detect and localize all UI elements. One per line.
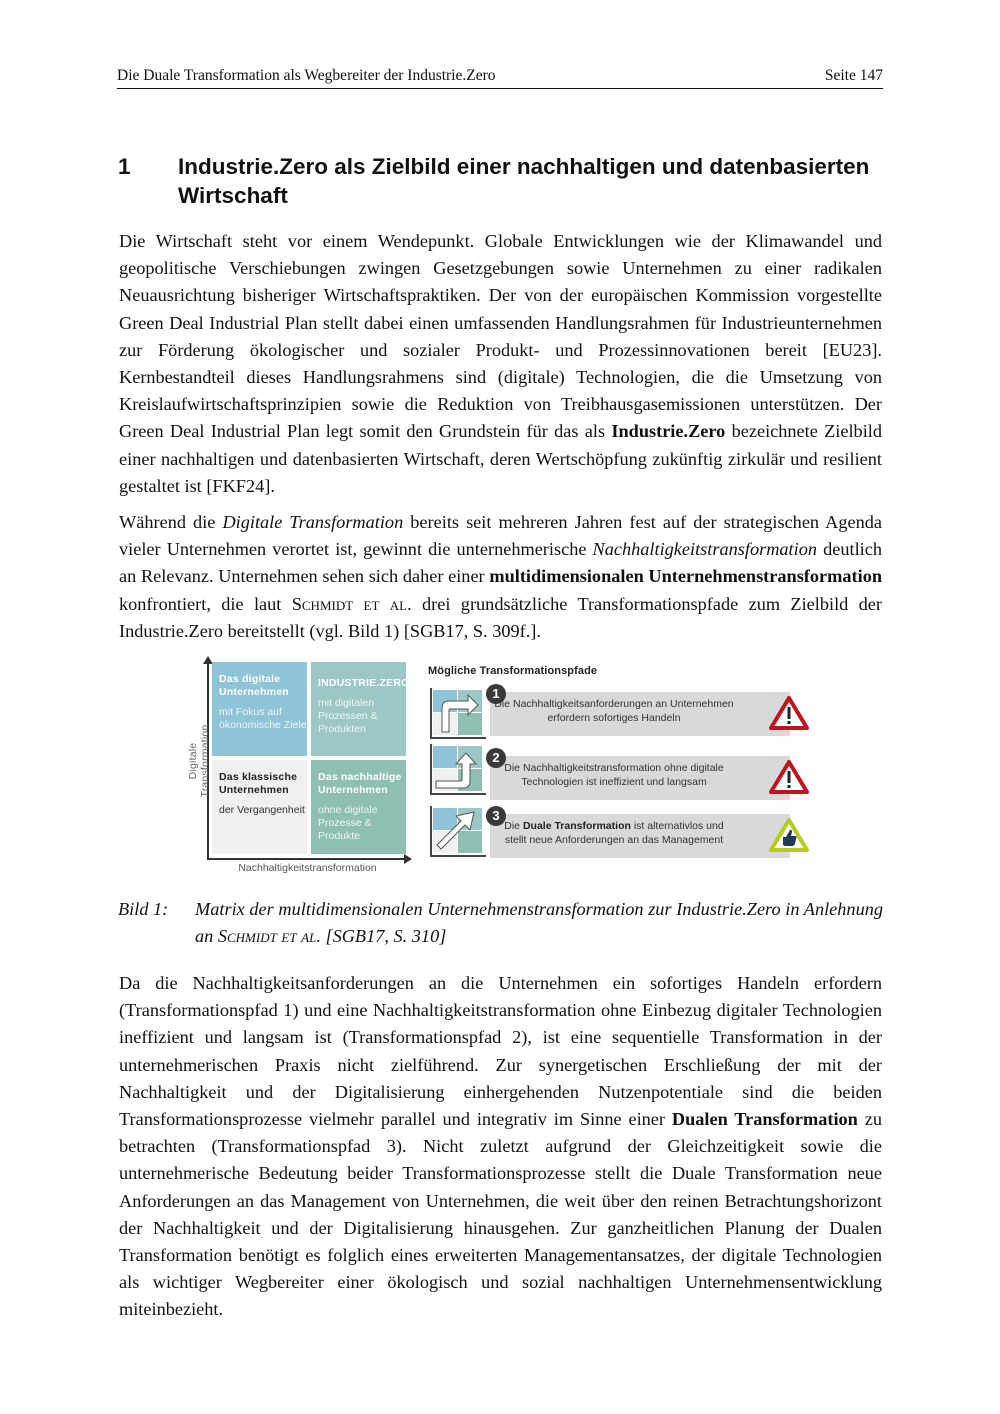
- mini-matrix-icon: [428, 806, 484, 856]
- cell-title: Das nachhaltige Unternehmen: [318, 771, 402, 796]
- italic-term: Nachhaltigkeitstransformation: [592, 539, 818, 560]
- path-description: Die Nachhaltigkeitsanforderungen an Unternehmen erfordern sofortiges Handeln: [494, 698, 734, 724]
- bold-term: multidimensionalen Unternehmenstransformation: [489, 566, 882, 587]
- text-run: ist alternativlos und stellt neue Anforderungen an das Management: [504, 820, 724, 846]
- running-header: [117, 66, 883, 89]
- paths-title: Mögliche Transformationspfade: [428, 665, 598, 677]
- x-axis-label: Nachhaltigkeitstransformation: [238, 862, 377, 874]
- paragraph-3: [119, 970, 882, 1324]
- path-number-badge: 3: [486, 806, 506, 826]
- text-run: Die: [504, 820, 523, 832]
- text-run: konfrontiert, die laut: [119, 593, 292, 614]
- path-description: [494, 820, 734, 847]
- transformation-path-2: [428, 748, 818, 803]
- cell-title: Das klassische Unternehmen: [219, 771, 298, 796]
- cell-title: Das digitale Unternehmen: [219, 673, 289, 698]
- transformation-path-1: [428, 684, 818, 739]
- matrix-cell-digital: [212, 662, 307, 756]
- arrow-right-then-up-icon: [428, 744, 486, 796]
- bold-term: Industrie.Zero: [611, 421, 726, 442]
- path-description: Die Nachhaltigkeitstransformation ohne digitale Technologien ist ineffizient und langsam: [504, 762, 724, 788]
- author-name: Schmidt et al.: [291, 593, 412, 614]
- text-run: drei grundsätzliche Transformationspfade zum Zielbild der Industrie.Zero bereitstellt (vgl. Bild 1) [SGB17, S. 309f.].: [119, 593, 882, 641]
- text-run: [SGB17, S. 310]: [320, 926, 447, 946]
- arrow-diagonal-icon: [428, 806, 486, 858]
- mini-matrix-icon: [428, 688, 484, 738]
- section-number: 1: [118, 154, 131, 179]
- arrow-up-then-right-icon: [428, 688, 486, 740]
- paragraph-1: [119, 228, 882, 500]
- cell-description: der Vergangenheit: [219, 804, 305, 816]
- y-axis-label: Digitale Transformation: [187, 724, 211, 798]
- transformation-path-3: [428, 806, 818, 861]
- italic-term: Digitale Transformation: [222, 512, 404, 532]
- bold-term: Dualen Transformation: [671, 1109, 858, 1130]
- author-name: Schmidt et al.: [217, 926, 321, 946]
- page-number: Seite 147: [824, 67, 883, 84]
- matrix-cell-sustainable: [311, 760, 406, 854]
- paragraph-2: [119, 509, 882, 645]
- text-run: bereits seit mehreren Jahren fest auf der strategischen Agenda vieler Unternehmen verortet ist, gewinnt die unternehmerische: [119, 512, 882, 560]
- matrix-cell-industrie-zero: [311, 662, 410, 756]
- cell-description: mit digitalen Prozessen & Produkten: [318, 697, 378, 735]
- text-run: deutlich an Relevanz. Unternehmen sehen sich daher einer: [119, 539, 882, 587]
- cell-description: mit Fokus auf ökonomische Ziele: [219, 706, 307, 731]
- text-run: Matrix der multidimensionalen Unternehmenstransformation zur Industrie.Zero in Anlehnung an: [195, 899, 883, 946]
- mini-matrix-icon: [428, 744, 484, 794]
- cell-description: ohne digitale Prozesse & Produkte: [318, 804, 378, 842]
- caption-text: [195, 896, 883, 950]
- matrix-cell-classic: [212, 760, 307, 854]
- warning-icon: [769, 695, 809, 731]
- text-run: zu betrachten (Transformationspfad 3). Nicht zuletzt aufgrund der Gleichzeitigkeit sowie die unternehmerische Bedeutung beider Transformationsprozesse stellt die Duale Transformation neue Anforderungen an das Management von Unternehmen, die weit über den reinen Betrachtungshorizont der Nachhaltigkeit und der Digitalisierung hinausgehen. Zur ganzheitlichen Planung der Dualen Transformation benötigt es folglich eines erweiterten Managementansatzes, der digitale Technologien als wichtiger Wegbereiter einer ökologisch und sozial nachhaltigen Unternehmensentwicklung miteinbezieht.: [119, 1109, 882, 1320]
- text-run: Während die: [119, 512, 223, 532]
- path-number-badge: 2: [486, 748, 506, 768]
- warning-icon: [769, 759, 809, 795]
- cell-title: INDUSTRIE.ZERO: [318, 677, 410, 689]
- text-run: Da die Nachhaltigkeitsanforderungen an die Unternehmen ein sofortiges Handeln erfordern (Transformationspfad 1) und eine Nachhaltigkeitstransformation ohne Einbezug digitaler Technologien ineffizient und langsam ist (Transformationspfad 2), ist eine sequentielle Transformation in der unternehmerischen Praxis nicht zielführend. Zur synergetischen Erschließung der mit der Nachhaltigkeit und der Digitalisierung einhergehenden Nutzenpotentiale sind die beiden Transformationsprozesse vielmehr parallel und integrativ im Sinne einer: [119, 973, 882, 1130]
- x-axis: [207, 858, 407, 860]
- path-number-badge: 1: [486, 684, 506, 704]
- running-title: Die Duale Transformation als Wegbereiter der Industrie.Zero: [117, 67, 496, 84]
- section-title: Industrie.Zero als Zielbild einer nachhaltigen und datenbasierten Wirtschaft: [178, 154, 870, 208]
- text-run: Die Wirtschaft steht vor einem Wendepunkt. Globale Entwicklungen wie der Klimawandel und geopolitische Verschiebungen zwingen Gesetzgebungen sowie Unternehmen zu einer radikalen Neuausrichtung bisheriger Wirtschaftspraktiken. Der von der europäischen Kommission vorgestellte Green Deal Industrial Plan stellt dabei einen umfassenden Handlungsrahmen für Industrieunternehmen zur Förderung ökologischer und sozialer Produkt- und Prozessinnovationen bereit [EU23]. Kernbestandteil dieses Handlungsrahmens sind (digitale) Technologien, die die Umsetzung von Kreislaufwirtschaftsprinzipien sowie die Reduktion von Treibhausgasemissionen unterstützen. Der Green Deal Industrial Plan legt somit den Grundstein für das als: [119, 231, 882, 442]
- thumbs-up-icon: [769, 817, 809, 853]
- caption-label: Bild 1:: [118, 899, 169, 919]
- text-run: bezeichnete Zielbild einer nachhaltigen und datenbasierten Wirtschaft, deren Wertschöpfung zukünftig zirkulär und resilient gestaltet ist [FKF24].: [119, 421, 882, 496]
- arrow-right-icon: [404, 854, 412, 864]
- figure-transformation-matrix: [187, 656, 820, 876]
- bold-term: Duale Transformation: [522, 820, 631, 832]
